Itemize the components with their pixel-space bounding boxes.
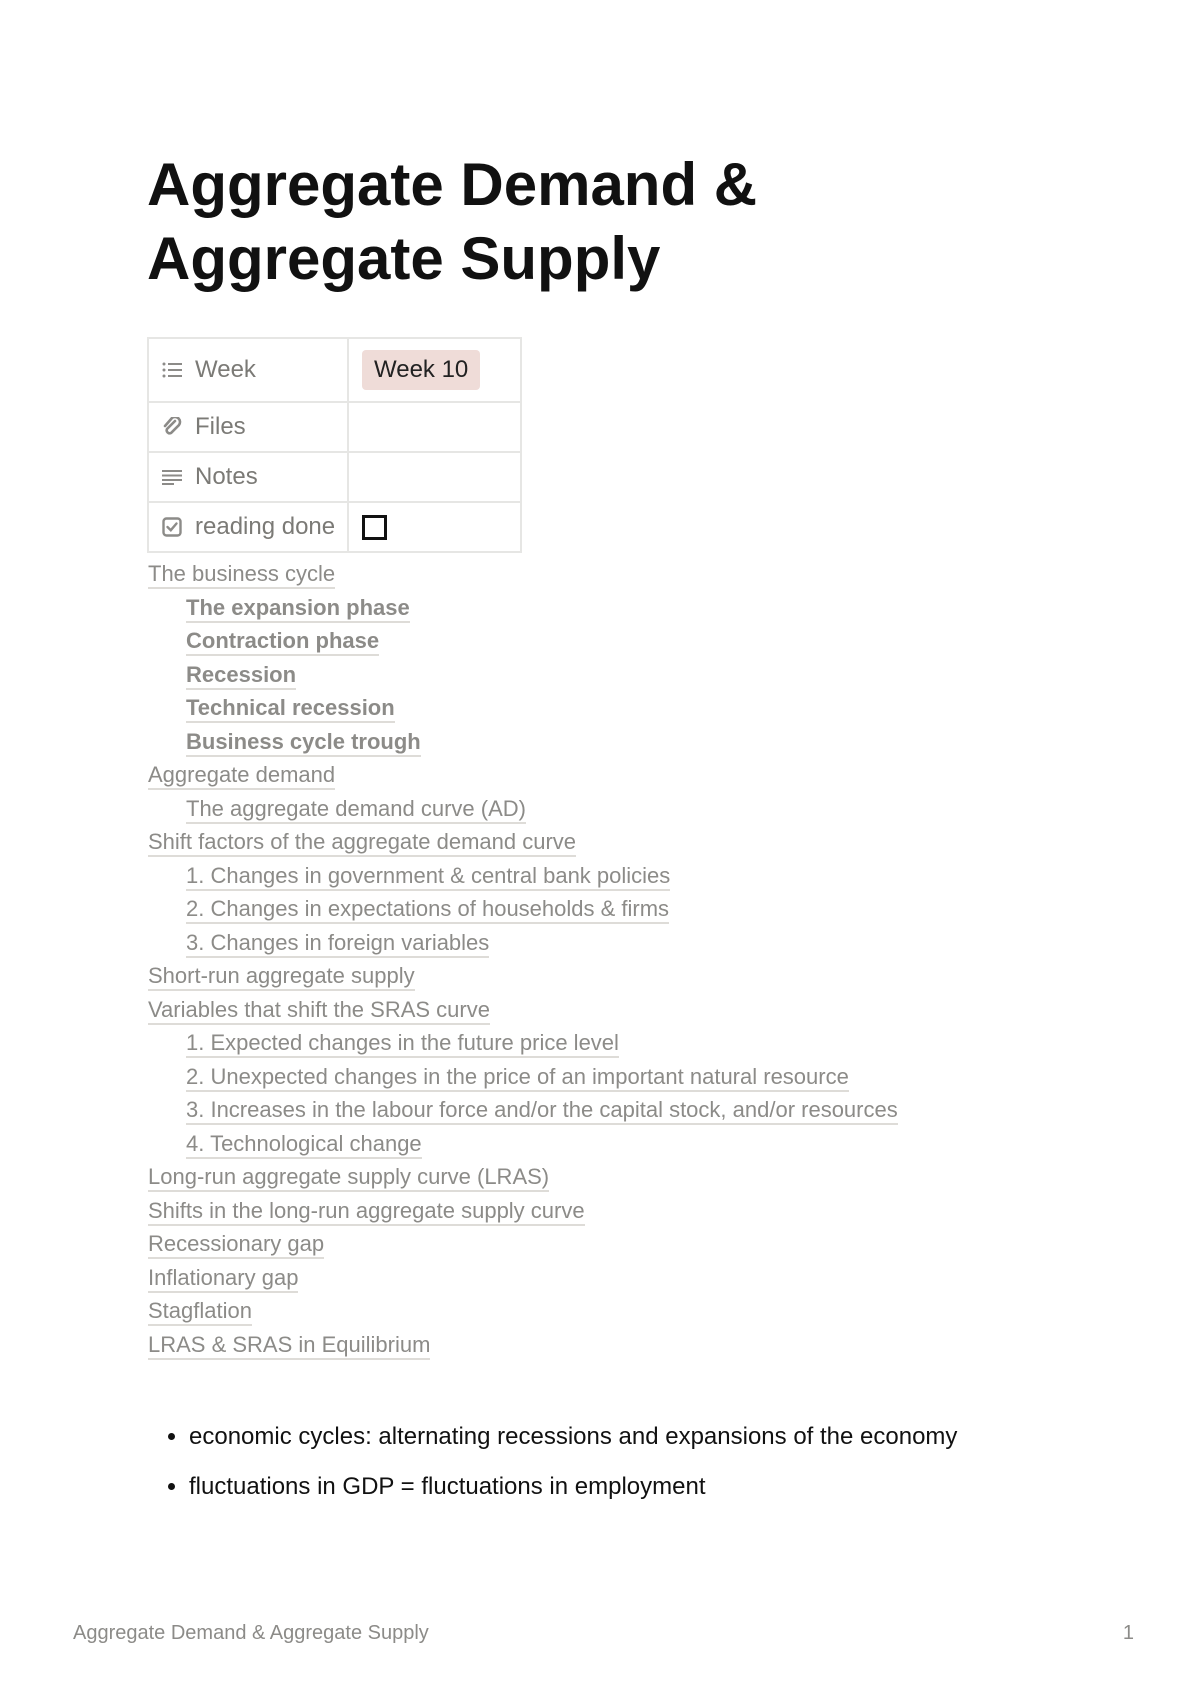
toc-link[interactable]: The aggregate demand curve (AD) bbox=[186, 796, 526, 824]
toc-link[interactable]: Technical recession bbox=[186, 695, 395, 723]
checkbox-icon bbox=[161, 516, 183, 538]
toc-link[interactable]: 3. Changes in foreign variables bbox=[186, 930, 489, 958]
toc-link[interactable]: 4. Technological change bbox=[186, 1131, 422, 1159]
properties-table bbox=[147, 337, 522, 553]
toc-link[interactable]: Aggregate demand bbox=[148, 762, 335, 790]
toc-item bbox=[148, 792, 898, 826]
property-value-reading-done[interactable] bbox=[348, 502, 521, 552]
toc-item bbox=[148, 1160, 898, 1194]
toc-link[interactable]: Recession bbox=[186, 662, 296, 690]
toc-link[interactable]: 1. Changes in government & central bank policies bbox=[186, 863, 670, 891]
week-tag[interactable]: Week 10 bbox=[362, 350, 480, 390]
property-value-week[interactable] bbox=[348, 338, 521, 402]
toc-item bbox=[148, 1026, 898, 1060]
toc-item bbox=[148, 1127, 898, 1161]
toc-item bbox=[148, 725, 898, 759]
property-key-week[interactable] bbox=[148, 338, 348, 402]
toc-item bbox=[148, 1060, 898, 1094]
toc-item bbox=[148, 691, 898, 725]
property-label-reading-done: reading done bbox=[195, 513, 336, 540]
property-row-reading-done bbox=[148, 502, 521, 552]
toc-link[interactable]: 1. Expected changes in the future price level bbox=[186, 1030, 619, 1058]
toc-item bbox=[148, 591, 898, 625]
toc-item bbox=[148, 557, 898, 591]
toc-item bbox=[148, 1227, 898, 1261]
toc-link[interactable]: Inflationary gap bbox=[148, 1265, 298, 1293]
toc-item bbox=[148, 1328, 898, 1362]
list-icon bbox=[161, 359, 183, 381]
toc-link[interactable]: Business cycle trough bbox=[186, 729, 421, 757]
property-value-notes[interactable] bbox=[348, 452, 521, 502]
toc-link[interactable]: 3. Increases in the labour force and/or the capital stock, and/or resources bbox=[186, 1097, 898, 1125]
property-label-files: Files bbox=[195, 413, 246, 440]
toc-item bbox=[148, 926, 898, 960]
toc-link[interactable]: Recessionary gap bbox=[148, 1231, 324, 1259]
toc-link[interactable]: 2. Unexpected changes in the price of an important natural resource bbox=[186, 1064, 849, 1092]
page-number: 1 bbox=[1122, 1622, 1134, 1644]
property-value-files[interactable] bbox=[348, 402, 521, 452]
toc-link[interactable]: Shift factors of the aggregate demand curve bbox=[148, 829, 576, 857]
property-key-notes[interactable] bbox=[148, 452, 348, 502]
toc-link[interactable]: Contraction phase bbox=[186, 628, 379, 656]
bullet-list bbox=[189, 1422, 957, 1522]
toc-item bbox=[148, 892, 898, 926]
property-row-notes bbox=[148, 452, 521, 502]
property-label-notes: Notes bbox=[195, 463, 258, 490]
toc-item bbox=[148, 658, 898, 692]
property-label-week: Week bbox=[195, 356, 256, 383]
list-item: • economic cycles: alternating recessions and expansions of the economy bbox=[189, 1422, 957, 1452]
footer-title: Aggregate Demand & Aggregate Supply bbox=[73, 1622, 429, 1644]
list-item: • fluctuations in GDP = fluctuations in employment bbox=[189, 1472, 957, 1502]
toc-item bbox=[148, 758, 898, 792]
page-title: Aggregate Demand & Aggregate Supply bbox=[147, 151, 758, 292]
toc-item bbox=[148, 859, 898, 893]
property-row-files bbox=[148, 402, 521, 452]
text-lines-icon bbox=[161, 466, 183, 488]
toc-item bbox=[148, 993, 898, 1027]
toc-link[interactable]: The expansion phase bbox=[186, 595, 410, 623]
property-row-week bbox=[148, 338, 521, 402]
toc-link[interactable]: Shifts in the long-run aggregate supply curve bbox=[148, 1198, 585, 1226]
paperclip-icon bbox=[161, 416, 183, 438]
toc-item bbox=[148, 624, 898, 658]
property-key-files[interactable] bbox=[148, 402, 348, 452]
toc-link[interactable]: Long-run aggregate supply curve (LRAS) bbox=[148, 1164, 549, 1192]
toc-item bbox=[148, 1194, 898, 1228]
toc-item bbox=[148, 1093, 898, 1127]
toc-link[interactable]: The business cycle bbox=[148, 561, 335, 589]
toc-item bbox=[148, 1261, 898, 1295]
toc-link[interactable]: Short-run aggregate supply bbox=[148, 963, 415, 991]
toc-link[interactable]: Stagflation bbox=[148, 1298, 252, 1326]
toc-link[interactable]: 2. Changes in expectations of households & firms bbox=[186, 896, 669, 924]
table-of-contents bbox=[148, 557, 898, 1361]
property-key-reading-done[interactable] bbox=[148, 502, 348, 552]
toc-item bbox=[148, 825, 898, 859]
toc-item bbox=[148, 959, 898, 993]
reading-done-checkbox[interactable] bbox=[362, 515, 387, 540]
toc-link[interactable]: LRAS & SRAS in Equilibrium bbox=[148, 1332, 430, 1360]
toc-item bbox=[148, 1294, 898, 1328]
toc-link[interactable]: Variables that shift the SRAS curve bbox=[148, 997, 490, 1025]
